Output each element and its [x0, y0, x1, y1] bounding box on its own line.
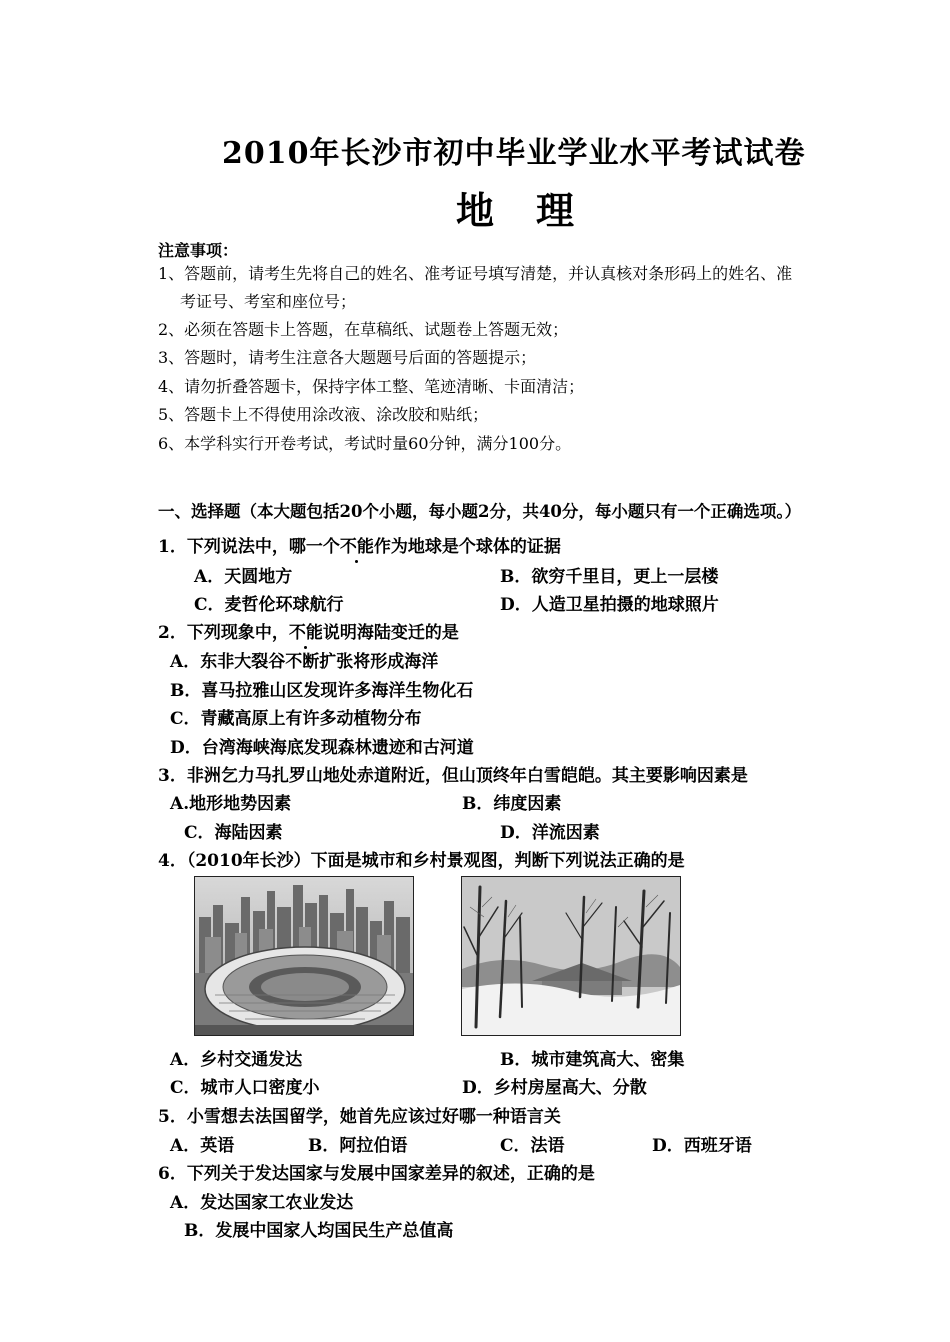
rural-landscape-image: [461, 876, 681, 1036]
notice-item-6: 6、本学科实行开卷考试，考试时量60分钟，满分100分。: [158, 434, 572, 453]
q3-option-a: A.地形地势因素: [170, 794, 292, 814]
notice-item-4: 4、请勿折叠答题卡，保持字体工整、笔迹清晰、卡面清洁；: [158, 377, 585, 396]
question-1-emphasis: 不能: [339, 537, 374, 557]
q2-option-a: A．东非大裂谷不断扩张将形成海洋: [170, 652, 439, 672]
question-5: 5．小雪想去法国留学，她首先应该过好哪一种语言关: [158, 1107, 561, 1127]
rural-snow-illustration: [462, 877, 680, 1035]
question-4: 4．（2010年长沙）下面是城市和乡村景观图，判断下列说法正确的是: [158, 851, 685, 871]
question-6: 6．下列关于发达国家与发展中国家差异的叙述，正确的是: [158, 1164, 595, 1184]
q4-option-d: D．乡村房屋高大、分散: [462, 1078, 647, 1098]
exam-title: 2010年长沙市初中毕业学业水平考试试卷: [222, 136, 806, 171]
city-stadium-illustration: [195, 877, 413, 1035]
question-2: [158, 618, 459, 643]
subject-title: 地理: [456, 189, 617, 233]
q4-option-c: C．城市人口密度小: [170, 1078, 320, 1098]
notice-item-1: 1、答题前，请考生先将自己的姓名、准考证号填写清楚，并认真核对条形码上的姓名、准: [158, 264, 793, 283]
q1-option-d: D．人造卫星拍摄的地球照片: [500, 595, 719, 615]
q1-option-a: A．天圆地方: [194, 567, 293, 587]
notice-item-3: 3、答题时，请考生注意各大题题号后面的答题提示；: [158, 348, 537, 367]
question-2-emphasis: 不能: [288, 623, 323, 643]
q1-option-c: C．麦哲伦环球航行: [194, 595, 344, 615]
q6-option-a: A．发达国家工农业发达: [170, 1193, 354, 1213]
q4-option-a: A．乡村交通发达: [170, 1050, 303, 1070]
q5-option-c: C．法语: [500, 1136, 565, 1156]
q1-option-b: B．欲穷千里目，更上一层楼: [500, 567, 719, 587]
q2-option-b: B．喜马拉雅山区发现许多海洋生物化石: [170, 681, 474, 701]
question-3: 3．非洲乞力马扎罗山地处赤道附近，但山顶终年白雪皑皑。其主要影响因素是: [158, 766, 748, 786]
question-1-post: 作为地球是个球体的证据: [373, 537, 561, 557]
q3-option-d: D．洋流因素: [500, 823, 600, 843]
q2-option-c: C．青藏高原上有许多动植物分布: [170, 709, 422, 729]
city-landscape-image: [194, 876, 414, 1036]
question-1: [158, 532, 561, 557]
q3-option-c: C．海陆因素: [184, 823, 283, 843]
q2-option-d: D．台湾海峡海底发现森林遗迹和古河道: [170, 738, 474, 758]
question-2-post: 说明海陆变迁的是: [322, 623, 459, 643]
q5-option-a: A．英语: [170, 1136, 235, 1156]
section-heading: 一、选择题（本大题包括20个小题，每小题2分，共40分，每小题只有一个正确选项。）: [158, 502, 802, 521]
notice-item-1-cont: 考证号、考室和座位号；: [180, 292, 357, 311]
q5-option-b: B．阿拉伯语: [308, 1136, 408, 1156]
q3-option-b: B．纬度因素: [462, 794, 562, 814]
question-2-pre: 2．下列现象中，: [158, 623, 289, 643]
q4-option-b: B．城市建筑高大、密集: [500, 1050, 685, 1070]
notice-item-5: 5、答题卡上不得使用涂改液、涂改胶和贴纸；: [158, 405, 489, 424]
q6-option-b: B．发展中国家人均国民生产总值高: [184, 1221, 454, 1241]
notice-heading: 注意事项：: [158, 241, 239, 260]
q5-option-d: D．西班牙语: [652, 1136, 752, 1156]
notice-item-2: 2、必须在答题卡上答题，在草稿纸、试题卷上答题无效；: [158, 320, 569, 339]
question-1-pre: 1．下列说法中，哪一个: [158, 537, 340, 557]
